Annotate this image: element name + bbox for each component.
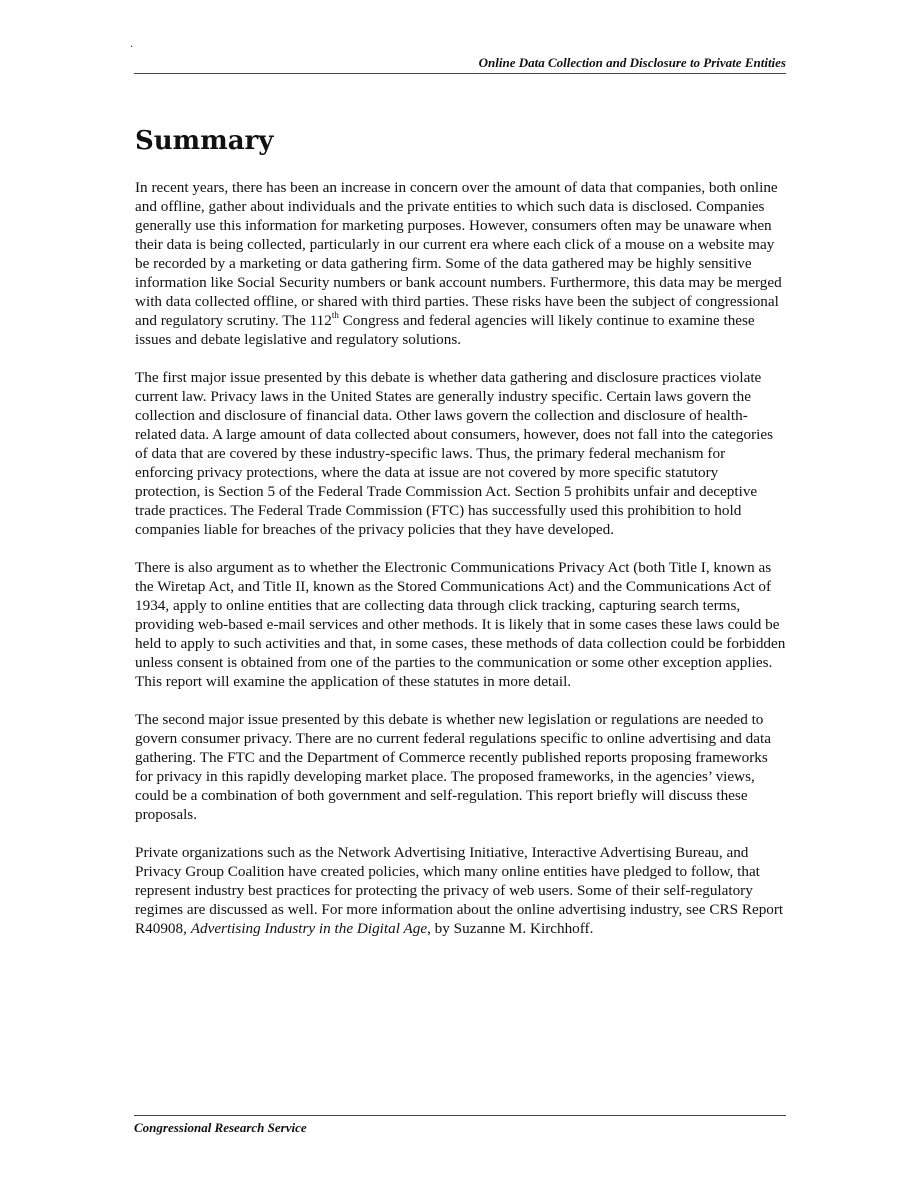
summary-body bbox=[135, 178, 787, 957]
paragraph-4: The second major issue presented by this debate is whether new legislation or regulations are needed to govern consumer privacy. There are no current federal regulations specific to online advertising and data gathering. The FTC and the Department of Commerce recently published reports proposing frameworks for privacy in this rapidly developing market place. The proposed frameworks, in the agencies’ views, could be a combination of both government and self-regulation. This report briefly will discuss these proposals. bbox=[135, 711, 771, 823]
paragraph-1-text-b: Congress and federal agencies will likely continue to examine these issues and debate legislative and regulatory solutions. bbox=[135, 312, 755, 348]
paragraph-5-text-a: Private organizations such as the Network Advertising Initiative, Interactive Advertising Bureau, and Privacy Group Coalition have created policies, which many online entities have pledged to follow, that represent industry best practices for protecting the privacy of web users. Some of their self-regulatory regimes are discussed as well. For more information about the online advertising industry, see CRS Report R40908, bbox=[135, 844, 784, 937]
report-title: Advertising Industry in the Digital Age bbox=[190, 920, 428, 937]
paragraph-5 bbox=[135, 843, 787, 938]
paragraph-3: There is also argument as to whether the Electronic Communications Privacy Act (both Title I, known as the Wiretap Act, and Title II, known as the Stored Communications Act) and the Communications Act of 1934, apply to online entities that are collecting data through click tracking, capturing search terms, providing web-based e-mail services and other methods. It is likely that in some cases these laws could be held to apply to such activities and that, in some cases, these methods of data collection could be forbidden unless consent is obtained from one of the parties to the communication or some other exception applies. This report will examine the application of these statutes in more detail. bbox=[135, 559, 786, 690]
paragraph-5-text-b: , by Suzanne M. Kirchhoff. bbox=[427, 920, 594, 937]
header-mark: . bbox=[130, 39, 134, 50]
paragraph-2: The first major issue presented by this debate is whether data gathering and disclosure practices violate current law. Privacy laws in the United States are generally industry specific. Certain laws govern the collection and disclosure of financial data. Other laws govern the collection and disclosure of health-related data. A large amount of data collected about consumers, however, does not fall into the categories of data that are covered by these industry-specific laws. Thus, the primary federal mechanism for enforcing privacy protections, where the data at issue are not covered by more specific statutory protection, is Section 5 of the Federal Trade Commission Act. Section 5 prohibits unfair and deceptive trade practices. The Federal Trade Commission (FTC) has successfully used this prohibition to hold companies liable for breaches of the privacy policies that they have developed. bbox=[135, 369, 774, 538]
page-footer: Congressional Research Service bbox=[134, 1115, 786, 1136]
ordinal-superscript: th bbox=[331, 309, 339, 320]
paragraph-1-text-a: In recent years, there has been an increase in concern over the amount of data that companies, both online and offline, gather about individuals and the private entities to which such data is disclosed. Companies generally use this information for marketing purposes. However, consumers often may be unaware when their data is being collected, particularly in our current era where each click of a mouse on a website may be recorded by a marketing or data gathering firm. Some of the data gathered may be highly sensitive information like Social Security numbers or bank account numbers. Furthermore, this data may be merged with data collected offline, or shared with third parties. These risks have been the subject of congressional and regulatory scrutiny. The 112 bbox=[135, 179, 782, 329]
paragraph-1 bbox=[135, 178, 787, 349]
running-header: Online Data Collection and Disclosure to Private Entities bbox=[134, 56, 786, 74]
page-title: Summary bbox=[135, 126, 274, 156]
